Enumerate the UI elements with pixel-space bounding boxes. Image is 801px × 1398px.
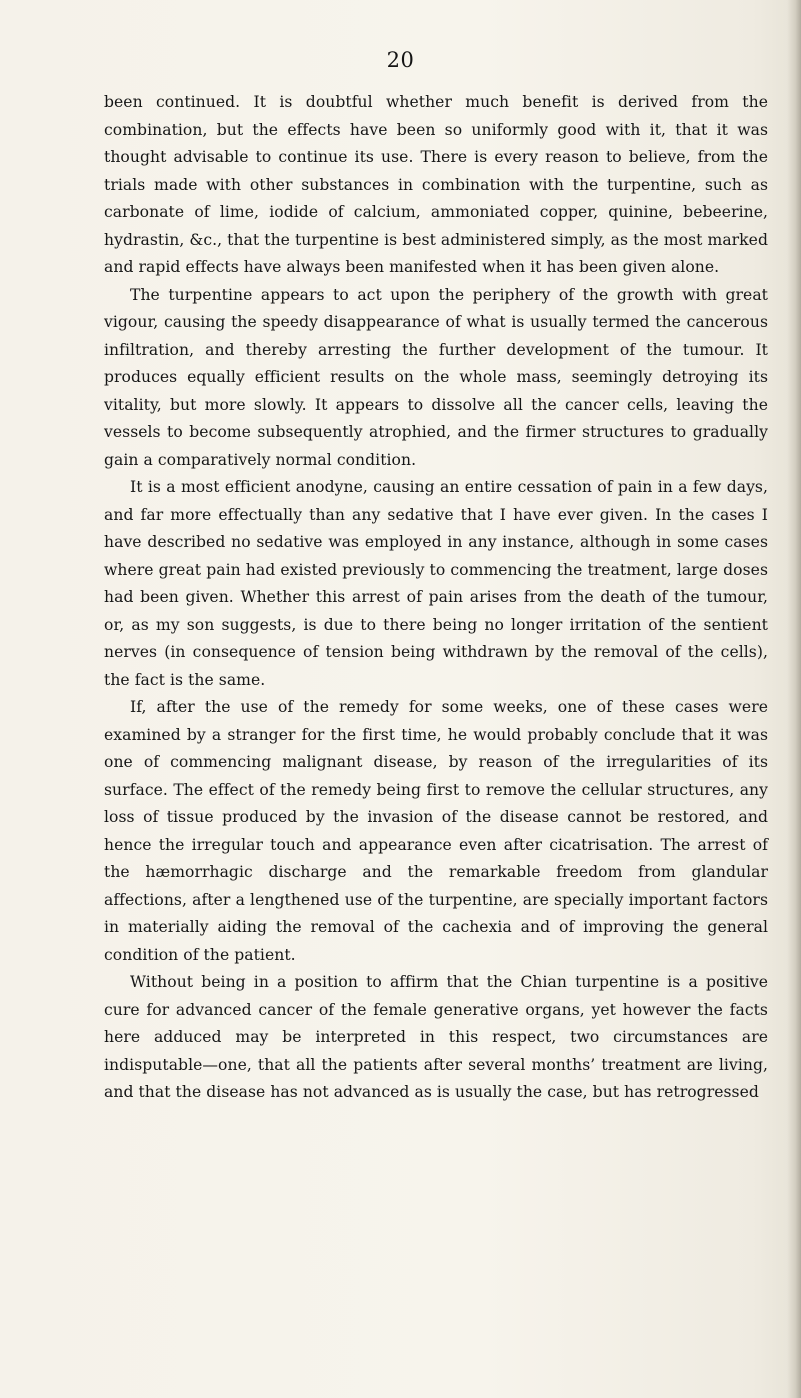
paragraph-conclusion: Without being in a position to affirm that the Chian turpentine is a positive cure for advanced cancer of the female generative organs, yet however the facts here adduced may be interpreted in this respect, two circumstances are indisputable—one, that all the patients after several months’ treatment are living, and that the disease has not advanced as is usually the case, but has retrogressed <box>104 973 768 1101</box>
body-text <box>104 89 768 1107</box>
paragraph-continuation: been continued. It is doubtful whether much benefit is derived from the combination, but the effects have been so uniformly good with it, that it was thought advisable to continue its use. There is every reason to believe, from the trials made with other substances in combination with the turpentine, such as carbonate of lime, iodide of calcium, ammoniated copper, quinine, bebeerine, hydrastin, &c., that the turpentine is best administered simply, as the most marked and rapid effects have always been manifested when it has been given alone. <box>104 93 768 276</box>
page-number: 20 <box>386 48 415 72</box>
paragraph-examination: If, after the use of the remedy for some weeks, one of these cases were examined by a stranger for the first time, he would probably conclude that it was one of commencing malignant disease, by reason of the irregularities of its surface. The effect of the remedy being first to remove the cellular structures, any loss of tissue produced by the invasion of the disease cannot be restored, and hence the irregular touch and appearance even after cicatrisation. The arrest of the hæmorrhagic discharge and the remarkable freedom from glandular affections, after a lengthened use of the turpentine, are specially important factors in materially aiding the removal of the cachexia and of improving the general condition of the patient. <box>104 698 768 964</box>
paragraph-anodyne: It is a most efficient anodyne, causing an entire cessation of pain in a few days, and far more effectually than any sedative that I have ever given. In the cases I have described no sedative was employed in any instance, although in some cases where great pain had existed previously to commencing the treatment, large doses had been given. Whether this arrest of pain arises from the death of the tumour, or, as my son suggests, is due to there being no longer irritation of the sentient nerves (in consequence of tension being withdrawn by the removal of the cells), the fact is the same. <box>104 478 768 689</box>
paragraph-turpentine-action: The turpentine appears to act upon the periphery of the growth with great vigour, causing the speedy disappearance of what is usually termed the cancerous infiltration, and thereby arresting the further development of the tumour. It produces equally efficient results on the whole mass, seemingly detroying its vitality, but more slowly. It appears to dissolve all the cancer cells, leaving the vessels to become subsequently atrophied, and the firmer structures to gradually gain a comparatively normal condition. <box>104 285 768 469</box>
page-edge-shadow <box>787 0 801 1398</box>
